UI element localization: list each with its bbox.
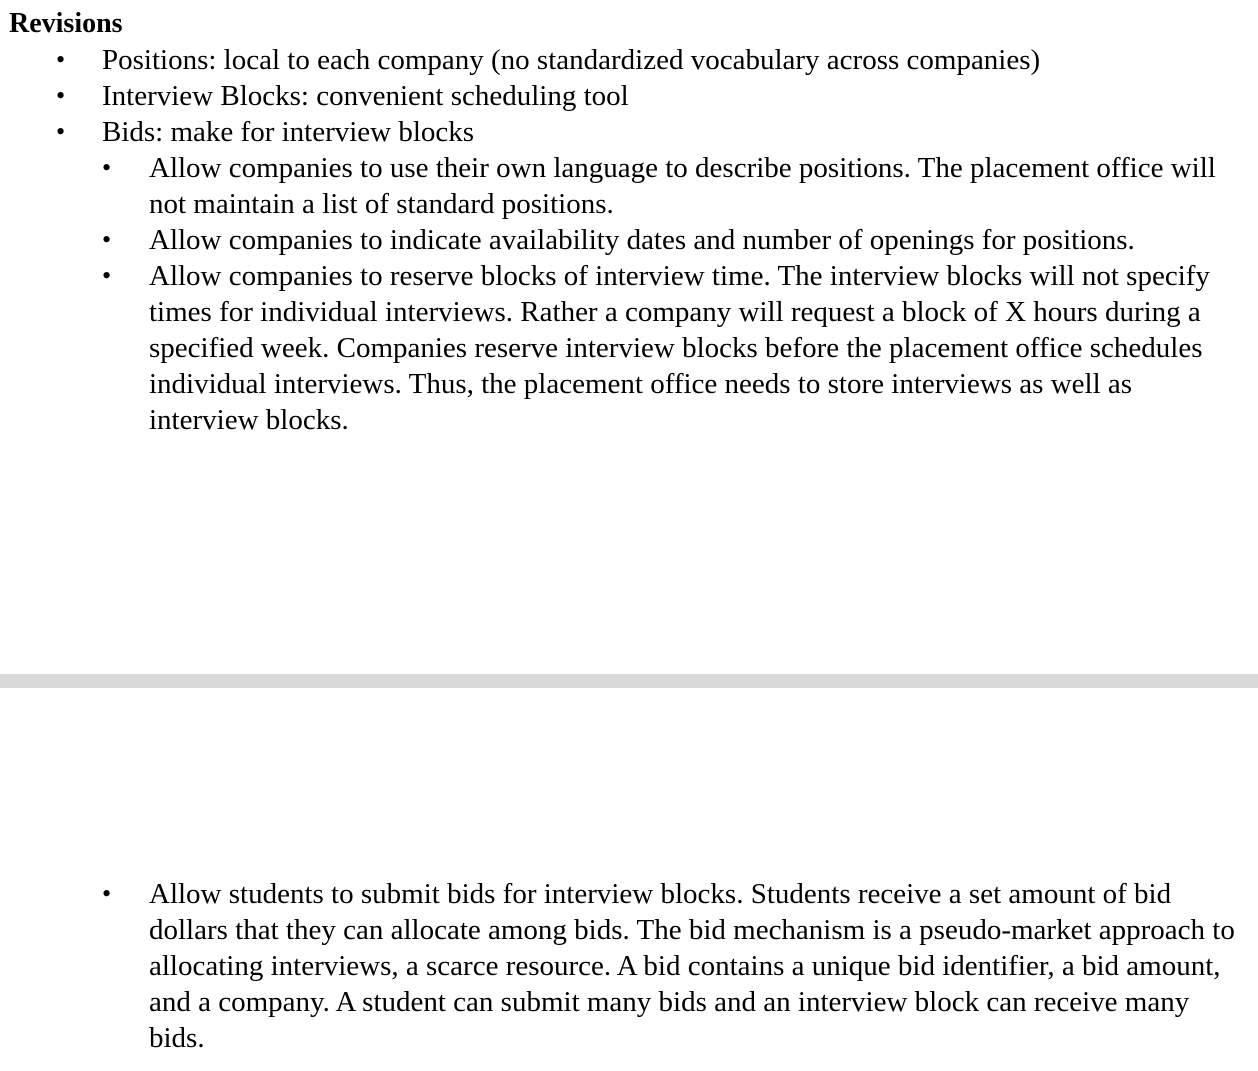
list-item — [0, 150, 1258, 222]
page-separator — [0, 674, 1258, 688]
list-item — [0, 222, 1258, 258]
sub-bullet-list — [0, 150, 1258, 438]
sub-bullet-list-continued — [0, 876, 1258, 1056]
bullet-icon: • — [102, 153, 112, 182]
list-item-text: Allow companies to indicate availability dates and number of openings for positions. — [149, 224, 1135, 256]
bullet-icon: • — [56, 45, 66, 74]
bullet-icon: • — [56, 117, 66, 146]
top-level-bullet-list — [0, 42, 1258, 150]
list-item-text: Allow companies to use their own language to describe positions. The placement office will not maintain a list of standard positions. — [149, 152, 1216, 220]
bullet-icon: • — [56, 81, 66, 110]
list-item — [0, 42, 1258, 78]
list-item-text: Bids: make for interview blocks — [102, 116, 475, 148]
list-item-text: Interview Blocks: convenient scheduling tool — [102, 80, 629, 112]
list-item-text: Allow students to submit bids for interview blocks. Students receive a set amount of bid dollars that they can allocate among bids. The bid mechanism is a pseudo-market approach to allocating interviews, a scarce resource. A bid contains a unique bid identifier, a bid amount, and a company. A student can submit many bids and an interview block can receive many bids. — [149, 878, 1235, 1054]
list-item — [0, 876, 1258, 1056]
list-item-text: Positions: local to each company (no standardized vocabulary across companies) — [102, 44, 1041, 76]
list-item — [0, 78, 1258, 114]
list-item — [0, 258, 1258, 438]
list-item — [0, 114, 1258, 150]
document-page-2 — [0, 688, 1258, 1071]
bullet-icon: • — [102, 879, 112, 908]
bullet-icon: • — [102, 261, 112, 290]
section-heading: Revisions — [9, 8, 123, 39]
list-item-text: Allow companies to reserve blocks of interview time. The interview blocks will not specify times for individual interviews. Rather a company will request a block of X hours during a specified week. Companies reserve interview blocks before the placement office schedules individual interviews. Thus, the placement office needs to store interviews as well as interview blocks. — [149, 260, 1210, 436]
bullet-icon: • — [102, 225, 112, 254]
